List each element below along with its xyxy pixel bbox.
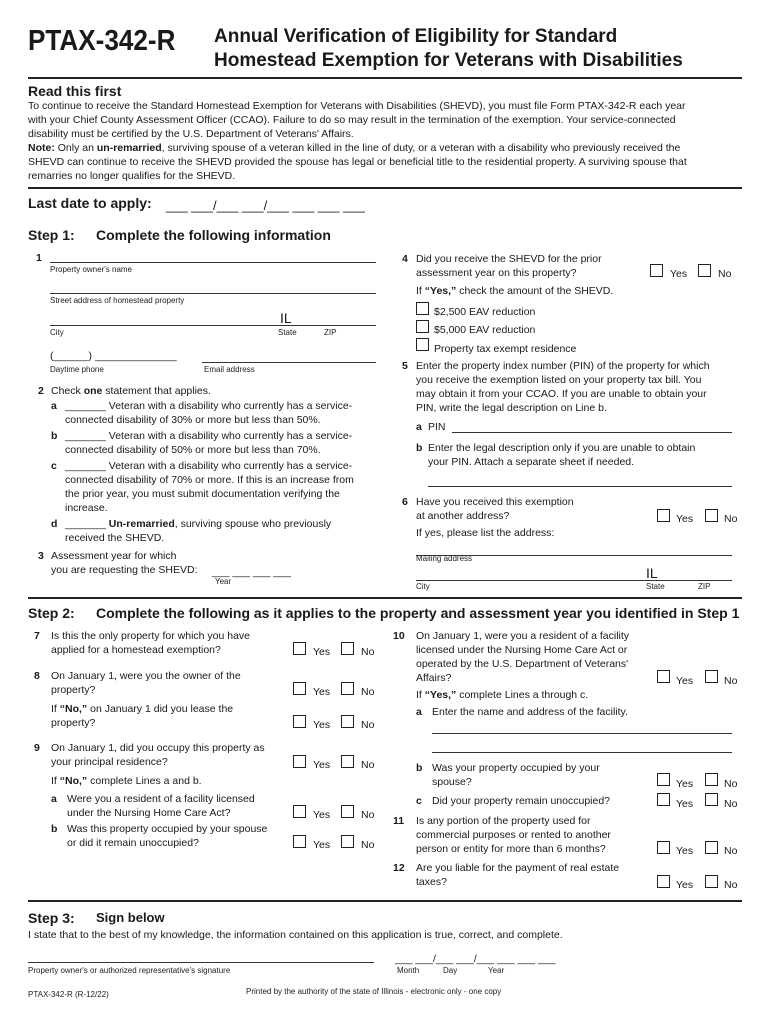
q2a-line2: connected disability of 30% or more but less than 50%. [65, 414, 321, 426]
q2d-blank: _______ [65, 518, 109, 530]
sign-year-label: Year [488, 966, 505, 975]
q10a-line1: Enter the name and address of the facility. [432, 706, 628, 718]
q9b-no-checkbox[interactable] [341, 835, 354, 848]
q4-no-label: No [718, 268, 732, 280]
q2c-line3: the prior year, you must submit documentation verifying the [65, 488, 340, 500]
step2-rule [28, 900, 742, 902]
q12-no-checkbox[interactable] [705, 875, 718, 888]
opt-exempt-label: Property tax exempt residence [434, 343, 577, 355]
q10-yes-label: Yes [676, 675, 694, 687]
q2c-line4: increase. [65, 502, 108, 514]
q10-line4: Affairs? [416, 672, 452, 684]
form-id: PTAX-342-R [28, 25, 176, 57]
note-label: Note: [28, 142, 55, 154]
read-first-line-3: disability must be certified by the U.S. Department of Veterans' Affairs. [28, 128, 354, 140]
q10-line1: On January 1, were you a resident of a facility [416, 630, 630, 642]
q10b-yes-checkbox[interactable] [657, 773, 670, 786]
q8-line1: On January 1, were you the owner of the [51, 670, 241, 682]
q8-lease-no-label: No [361, 719, 375, 731]
q8-line2: property? [51, 684, 96, 696]
opt-exempt-checkbox[interactable] [416, 338, 429, 351]
q9-line2: your principal residence? [51, 756, 168, 768]
city-label: City [50, 328, 64, 337]
q10-if-c: complete Lines a through c. [456, 689, 589, 701]
footer-printed: Printed by the authority of the state of Illinois - electronic only - one copy [246, 987, 502, 996]
q9b-line1: Was this property occupied by your spouse [67, 823, 268, 835]
q9-if-no [51, 775, 202, 788]
q10b-yes-label: Yes [676, 778, 694, 790]
q6-line1: Have you received this exemption [416, 496, 574, 508]
q9-yes-label: Yes [313, 759, 331, 771]
q10a-letter: a [416, 706, 422, 718]
q6-yes-label: Yes [676, 513, 694, 525]
step3-title: Sign below [96, 910, 165, 925]
q2c-line2: connected disability of 70% or more. If this is an increase from [65, 474, 354, 486]
q6-mailing-label: Mailing address [416, 554, 473, 563]
q6-state-label: State [646, 582, 665, 591]
q4-yes-checkbox[interactable] [650, 264, 663, 277]
q6-line2: at another address? [416, 510, 510, 522]
q3-number: 3 [38, 550, 44, 562]
q9b-letter: b [51, 823, 58, 835]
q10b-line1: Was your property occupied by your [432, 762, 600, 774]
zip-label: ZIP [324, 328, 337, 337]
q10c-line1: Did your property remain unoccupied? [432, 795, 611, 807]
q11-yes-label: Yes [676, 845, 694, 857]
owner-name-label: Property owner's name [50, 265, 133, 274]
header-rule [28, 77, 742, 79]
q8-yes-label: Yes [313, 686, 331, 698]
opt-5000-checkbox[interactable] [416, 320, 429, 333]
q8-if-a: If [51, 703, 60, 715]
phone-field[interactable]: (______) ______________ [50, 350, 177, 362]
q10c-yes-label: Yes [676, 798, 694, 810]
q8-number: 8 [34, 670, 40, 682]
last-date-blank[interactable]: ___ ___/___ ___/___ ___ ___ ___ [166, 198, 365, 213]
q9a-yes-label: Yes [313, 809, 331, 821]
q7-line2: applied for a homestead exemption? [51, 644, 221, 656]
q10c-yes-checkbox[interactable] [657, 793, 670, 806]
form-title-line1: Annual Verification of Eligibility for Standard [214, 26, 618, 47]
q8-if-no [51, 703, 233, 716]
step1-title: Complete the following information [96, 227, 331, 243]
q11-no-label: No [724, 845, 738, 857]
q10-line2: licensed under the Nursing Home Care Act or [416, 644, 628, 656]
owner-name-field[interactable] [50, 262, 376, 263]
q9-if-bold: “No,” [59, 775, 88, 787]
q8-no-label: No [361, 686, 375, 698]
note-line-3: remarries no longer qualifies for the SHEVD. [28, 170, 236, 182]
q2d-text: , surviving spouse who previously [174, 518, 332, 530]
q6-zip-label: ZIP [698, 582, 711, 591]
q8-lease-yes-checkbox[interactable] [293, 715, 306, 728]
note-line-1 [28, 142, 680, 155]
q12-line1: Are you liable for the payment of real estate [416, 862, 620, 874]
q10b-no-label: No [724, 778, 738, 790]
q2a-letter: a [51, 400, 57, 412]
read-first-line-2: with your Chief County Assessment Officer (CCAO). Failure to do so may result in the termination of the exemption. Your service-connected [28, 114, 676, 126]
step3-statement: I state that to the best of my knowledge, the information contained on this application is true, correct, and complete. [28, 929, 563, 941]
q5-line3: may obtain it from your CCAO. If you are unable to obtain your [416, 388, 707, 400]
q3-line1: Assessment year for which [51, 550, 177, 562]
q11-no-checkbox[interactable] [705, 841, 718, 854]
q5b-line2: your PIN. Attach a separate sheet if needed. [428, 456, 635, 468]
q2-text-bold: one [83, 385, 103, 397]
q7-yes-label: Yes [313, 646, 331, 658]
q9-no-checkbox[interactable] [341, 755, 354, 768]
q10-if-a: If [416, 689, 425, 701]
q7-no-label: No [361, 646, 375, 658]
q8-no-checkbox[interactable] [341, 682, 354, 695]
q7-yes-checkbox[interactable] [293, 642, 306, 655]
q7-line1: Is this the only property for which you have [51, 630, 251, 642]
q9-no-label: No [361, 759, 375, 771]
read-first-rule [28, 187, 742, 189]
q4-yes-label: Yes [670, 268, 688, 280]
q4-number: 4 [402, 253, 408, 265]
q8-lease-yes-label: Yes [313, 719, 331, 731]
step1-label: Step 1: [28, 227, 75, 243]
q10-no-checkbox[interactable] [705, 670, 718, 683]
read-first-heading: Read this first [28, 83, 122, 99]
q10-number: 10 [393, 630, 405, 642]
q6-city-field[interactable] [416, 580, 732, 581]
q8-lease-no-checkbox[interactable] [341, 715, 354, 728]
phone-label: Daytime phone [50, 365, 104, 374]
q2d-letter: d [51, 518, 58, 530]
state-value: IL [280, 310, 292, 326]
q12-line2: taxes? [416, 876, 447, 888]
q10b-letter: b [416, 762, 423, 774]
q12-number: 12 [393, 862, 405, 874]
q5-line1: Enter the property index number (PIN) of the property for which [416, 360, 710, 372]
q9a-yes-checkbox[interactable] [293, 805, 306, 818]
q2d-bold: Un-remarried [108, 518, 175, 530]
step2-title: Complete the following as it applies to the property and assessment year you identified in Step 1 [96, 605, 740, 621]
last-date-label: Last date to apply: [28, 195, 152, 211]
q10-if-yes [416, 689, 588, 702]
q8-if-line2: property? [51, 717, 96, 729]
form-title-line2: Homestead Exemption for Veterans with Disabilities [214, 50, 683, 71]
pin-field[interactable] [452, 432, 732, 433]
q4-no-checkbox[interactable] [698, 264, 711, 277]
q9a-no-label: No [361, 809, 375, 821]
q6-state-value: IL [646, 565, 658, 581]
q2-number: 2 [38, 385, 44, 397]
opt-5000-label: $5,000 EAV reduction [434, 324, 536, 336]
footer-form-rev: PTAX-342-R (R-12/22) [28, 990, 109, 999]
q11-line2: commercial purposes or rented to another [416, 829, 611, 841]
q9-if-c: complete Lines a and b. [87, 775, 202, 787]
note-bold: un-remarried [96, 142, 162, 154]
sign-day-label: Day [443, 966, 458, 975]
q9b-line2: or did it remain unoccupied? [67, 837, 199, 849]
q11-line1: Is any portion of the property used for [416, 815, 591, 827]
city-state-zip-field[interactable] [50, 325, 376, 326]
q5-number: 5 [402, 360, 408, 372]
q10-if-bold: “Yes,” [424, 689, 457, 701]
q5-line2: you receive the exemption listed on your property tax bill. You [416, 374, 702, 386]
q4-line2: assessment year on this property? [416, 267, 577, 279]
q6-no-label: No [724, 513, 738, 525]
q2d-line1[interactable] [65, 518, 331, 531]
note-line-2: SHEVD can continue to receive the SHEVD provided the spouse has legal or beneficial title to the residential property. A surviving spouse that [28, 156, 687, 168]
q2b-letter: b [51, 430, 58, 442]
q7-number: 7 [34, 630, 40, 642]
q4-if-a: If [416, 285, 425, 297]
q5b-line1: Enter the legal description only if you are unable to obtain [428, 442, 696, 454]
q12-no-label: No [724, 879, 738, 891]
q9a-line1: Were you a resident of a facility licensed [67, 793, 255, 805]
q9-if-a: If [51, 775, 60, 787]
sign-date-field[interactable]: ___ ___/___ ___/___ ___ ___ ___ [395, 953, 556, 965]
q3-year-label: Year [215, 577, 232, 586]
q9-yes-checkbox[interactable] [293, 755, 306, 768]
q7-no-checkbox[interactable] [341, 642, 354, 655]
q8-if-bold: “No,” [59, 703, 88, 715]
q10-yes-checkbox[interactable] [657, 670, 670, 683]
q2d-line2: received the SHEVD. [65, 532, 165, 544]
q2-text [51, 385, 211, 398]
q5b-letter: b [416, 442, 423, 454]
q9-line1: On January 1, did you occupy this property as [51, 742, 265, 754]
q8-yes-checkbox[interactable] [293, 682, 306, 695]
q11-line3: person or entity for more than 6 months? [416, 843, 606, 855]
q9b-no-label: No [361, 839, 375, 851]
state-label: State [278, 328, 297, 337]
q9a-letter: a [51, 793, 57, 805]
q12-yes-label: Yes [676, 879, 694, 891]
q4-if-c: check the amount of the SHEVD. [456, 285, 614, 297]
q4-if-yes [416, 285, 613, 298]
q2b-line1[interactable]: _______ Veteran with a disability who currently has a service- [65, 430, 353, 442]
q9a-no-checkbox[interactable] [341, 805, 354, 818]
q5a-label: PIN [428, 421, 446, 433]
q2b-line2: connected disability of 50% or more but less than 70%. [65, 444, 321, 456]
note-text-c: , surviving spouse of a veteran killed in the line of duty, or a veteran with a disability who previously received the [161, 142, 681, 154]
facility-name-field[interactable] [432, 733, 732, 734]
opt-2500-label: $2,500 EAV reduction [434, 306, 536, 318]
q9b-yes-label: Yes [313, 839, 331, 851]
q10-no-label: No [724, 675, 738, 687]
q9-number: 9 [34, 742, 40, 754]
q3-year-field[interactable]: ___ ___ ___ ___ [212, 566, 291, 578]
read-first-line-1: To continue to receive the Standard Homestead Exemption for Veterans with Disabilities (SHEVD), you must file Form PTAX-342-R each year [28, 100, 686, 112]
q2a-line1[interactable]: _______ Veteran with a disability who currently has a service- [65, 400, 353, 412]
q2-text-a: Check [51, 385, 84, 397]
facility-address-field[interactable] [432, 752, 732, 753]
q4-if-bold: “Yes,” [424, 285, 457, 297]
signature-label: Property owner's or authorized representative's signature [28, 966, 231, 975]
q6-line3: If yes, please list the address: [416, 527, 555, 539]
q6-city-label: City [416, 582, 430, 591]
q3-line2: you are requesting the SHEVD: [51, 564, 198, 576]
q9a-line2: under the Nursing Home Care Act? [67, 807, 231, 819]
q10-line3: operated by the U.S. Department of Veterans' [416, 658, 629, 670]
q11-number: 11 [393, 815, 405, 827]
q1-number: 1 [36, 252, 42, 264]
q10c-letter: c [416, 795, 422, 807]
q10b-no-checkbox[interactable] [705, 773, 718, 786]
q2-text-c: statement that applies. [102, 385, 211, 397]
street-address-field[interactable] [50, 293, 376, 294]
q11-yes-checkbox[interactable] [657, 841, 670, 854]
email-label: Email address [204, 365, 255, 374]
q8-if-c: on January 1 did you lease the [87, 703, 234, 715]
q2c-letter: c [51, 460, 57, 472]
sign-month-label: Month [397, 966, 420, 975]
street-address-label: Street address of homestead property [50, 296, 185, 305]
step1-rule [28, 597, 742, 599]
step2-label: Step 2: [28, 605, 75, 621]
opt-2500-checkbox[interactable] [416, 302, 429, 315]
q5a-letter: a [416, 421, 422, 433]
q6-number: 6 [402, 496, 408, 508]
q10c-no-checkbox[interactable] [705, 793, 718, 806]
q10c-no-label: No [724, 798, 738, 810]
legal-description-field[interactable] [428, 486, 732, 487]
signature-field[interactable] [28, 962, 374, 963]
q2c-line1[interactable]: _______ Veteran with a disability who currently has a service- [65, 460, 353, 472]
q6-yes-checkbox[interactable] [657, 509, 670, 522]
note-text-a: Only an [54, 142, 97, 154]
step3-label: Step 3: [28, 910, 75, 926]
q10b-line2: spouse? [432, 776, 472, 788]
q5-line4: PIN, write the legal description on Line b. [416, 402, 607, 414]
q12-yes-checkbox[interactable] [657, 875, 670, 888]
q9b-yes-checkbox[interactable] [293, 835, 306, 848]
email-field[interactable] [202, 362, 376, 363]
q6-no-checkbox[interactable] [705, 509, 718, 522]
q4-line1: Did you receive the SHEVD for the prior [416, 253, 602, 265]
